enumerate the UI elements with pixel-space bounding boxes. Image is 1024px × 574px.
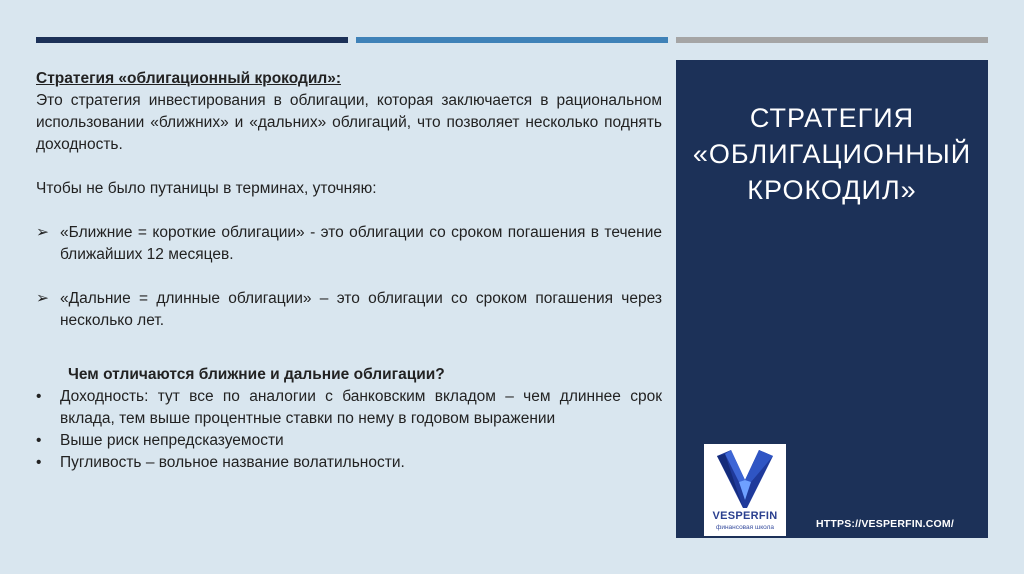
sub-heading: Чем отличаются ближние и дальние облигации? bbox=[68, 366, 445, 383]
clarify-paragraph: Чтобы не было путаницы в терминах, уточняю: bbox=[36, 180, 377, 197]
list-item-text: Выше риск непредсказуемости bbox=[60, 432, 284, 449]
logo-tagline: финансовая школа bbox=[715, 524, 775, 531]
intro-paragraph: Это стратегия инвестирования в облигации, которая заключается в рациональном использовании «ближних» и «дальних» облигаций, что позволяет несколько поднять доходность. bbox=[36, 92, 662, 153]
accent-bar-gray bbox=[676, 37, 988, 43]
list-item bbox=[36, 386, 662, 430]
list-item bbox=[36, 452, 662, 474]
accent-bar-blue bbox=[356, 37, 668, 43]
list-item bbox=[36, 430, 662, 452]
section-heading: Стратегия «облигационный крокодил»: bbox=[36, 70, 341, 87]
list-item-text: Пугливость – вольное название волатильности. bbox=[60, 454, 405, 471]
bullet-dot-icon: • bbox=[36, 388, 42, 405]
list-item-text: «Ближние = короткие облигации» - это облигации со сроком погашения в течение ближайших 12 месяцев. bbox=[60, 224, 662, 263]
logo-name: VESPERFIN bbox=[712, 510, 778, 522]
vesperfin-logo bbox=[704, 444, 786, 536]
website-link[interactable]: HTTPS://VESPERFIN.COM/ bbox=[816, 518, 954, 530]
arrow-bullet-icon: ➢ bbox=[36, 224, 49, 241]
list-item-text: «Дальние = длинные облигации» – это облигации со сроком погашения через несколько лет. bbox=[60, 290, 662, 329]
arrow-bullet-icon: ➢ bbox=[36, 290, 49, 307]
slide-body bbox=[36, 68, 662, 474]
bullet-dot-icon: • bbox=[36, 454, 42, 471]
accent-bar-dark bbox=[36, 37, 348, 43]
slide-title: СТРАТЕГИЯ «ОБЛИГАЦИОННЫЙ КРОКОДИЛ» bbox=[692, 103, 972, 205]
bullet-dot-icon: • bbox=[36, 432, 42, 449]
list-item-text: Доходность: тут все по аналогии с банковским вкладом – чем длиннее срок вклада, тем выше процентные ставки по нему в годовом выражении bbox=[60, 388, 662, 427]
list-item bbox=[36, 222, 662, 266]
list-item bbox=[36, 288, 662, 332]
title-panel bbox=[676, 60, 988, 538]
vesperfin-v-logo-icon bbox=[717, 450, 773, 508]
